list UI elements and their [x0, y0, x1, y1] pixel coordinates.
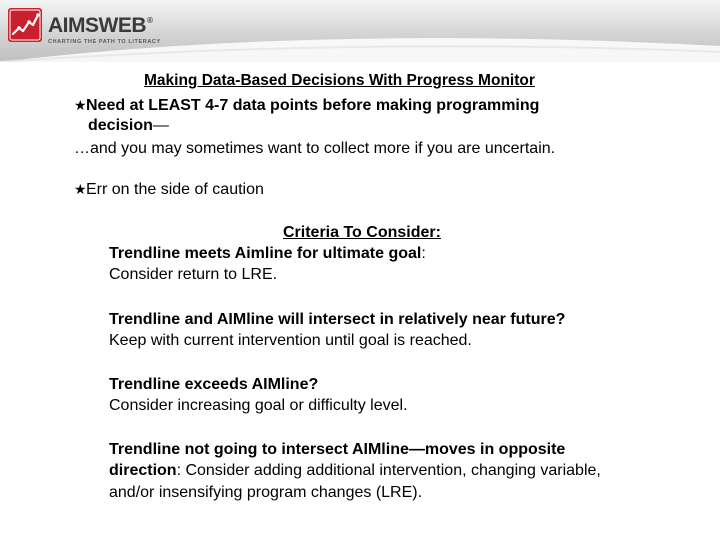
bullet-2-text: …and you may sometimes want to collect more if you are uncertain.	[74, 140, 556, 157]
criteria-1-detail: Consider return to LRE.	[109, 266, 278, 283]
criteria-3-heading: Trendline exceeds AIMline?	[109, 376, 319, 393]
star-bullet-icon: ★	[74, 97, 87, 113]
criteria-3-detail: Consider increasing goal or difficulty level.	[109, 397, 408, 414]
criteria-2-heading: Trendline and AIMline will intersect in relatively near future?	[109, 311, 566, 328]
criteria-4-line-2: direction: Consider adding additional intervention, changing variable,	[109, 462, 601, 479]
criteria-title: Criteria To Consider:	[283, 224, 441, 241]
criteria-4-heading: Trendline not going to intersect AIMline—moves in opposite	[109, 441, 566, 458]
criteria-1-heading: Trendline meets Aimline for ultimate goal:	[109, 245, 426, 262]
bullet-1-line-1: ★Need at LEAST 4-7 data points before making programming	[74, 97, 540, 114]
slide-title: Making Data-Based Decisions With Progress Monitor	[144, 72, 535, 89]
logo-tagline: CHARTING THE PATH TO LITERACY	[48, 39, 161, 45]
logo-wordmark: AIMSWEB®	[48, 14, 153, 37]
criteria-4-line-3: and/or insensifying program changes (LRE).	[109, 484, 423, 501]
criteria-2-detail: Keep with current intervention until goal is reached.	[109, 332, 472, 349]
bullet-1-line-2: decision—	[88, 117, 169, 134]
bullet-3-line: ★Err on the side of caution	[74, 181, 264, 198]
star-bullet-icon: ★	[74, 181, 87, 197]
